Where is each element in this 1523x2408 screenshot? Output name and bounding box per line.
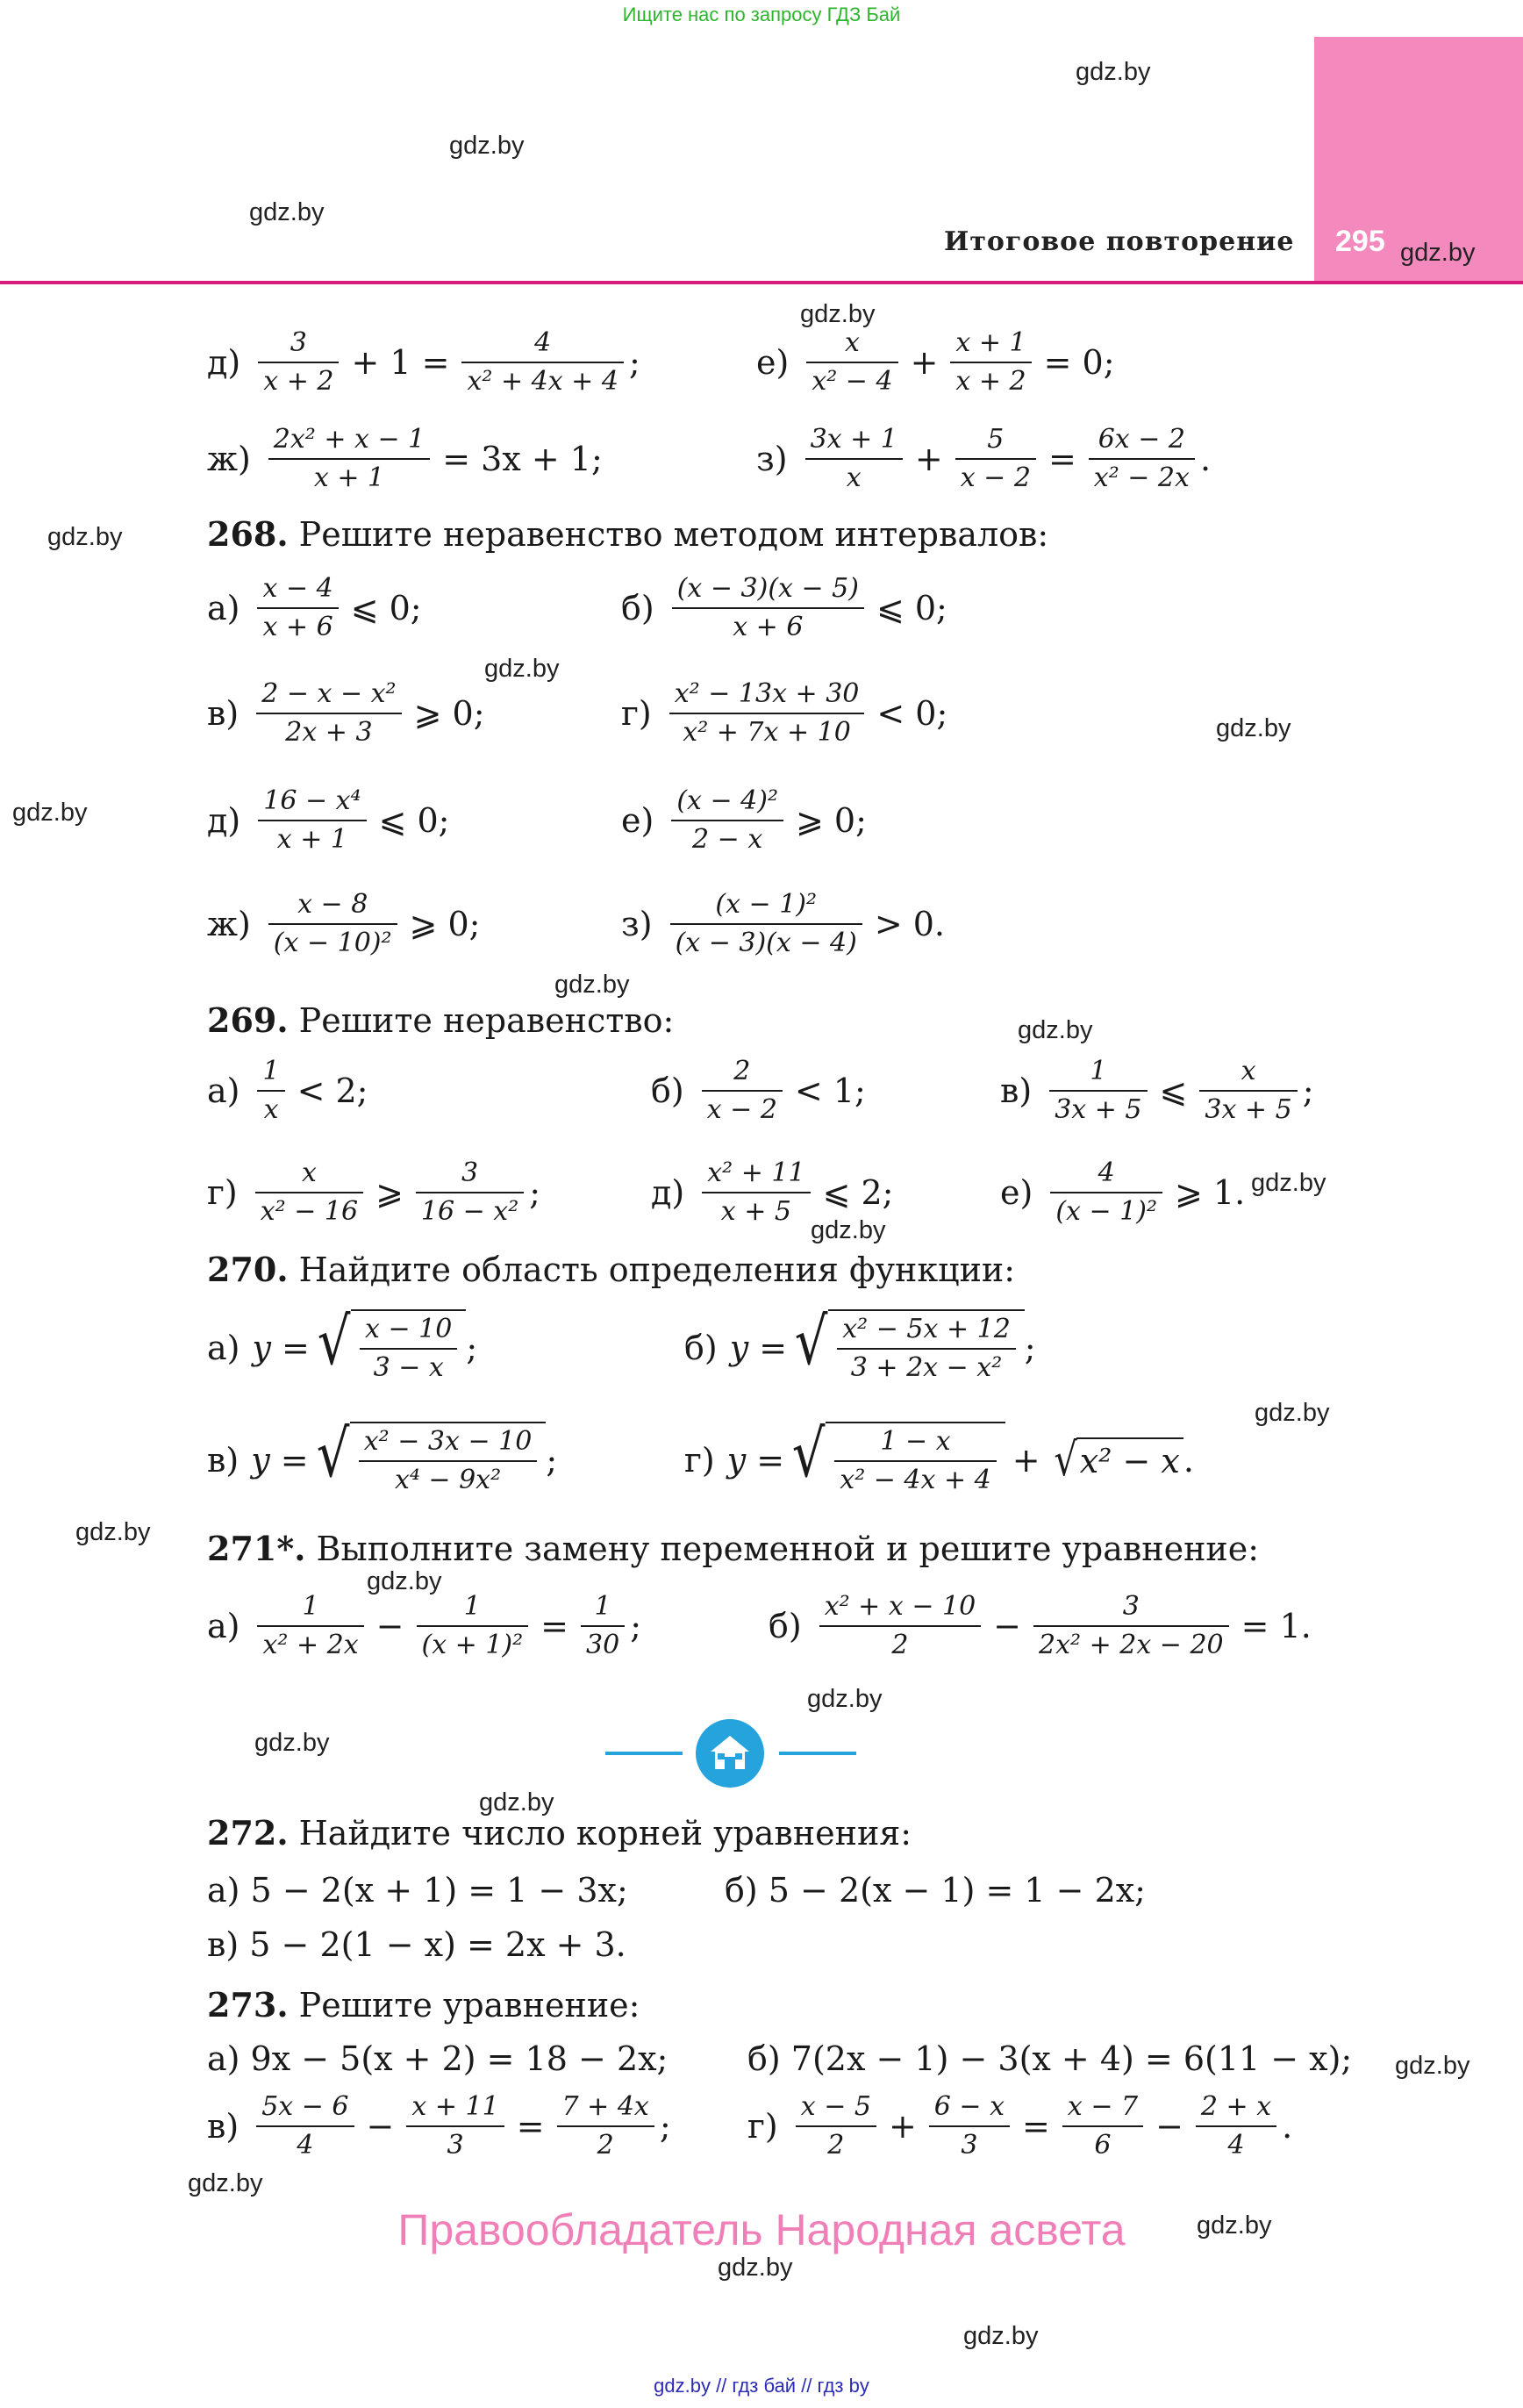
problem-270-a: а) y = √ $\frac{x - 10}{3 - x}$ ;	[207, 1309, 477, 1387]
problem-271-a: а) $\frac{1}{\text{x² + 2x}}$ − $\frac{1}{\text{(x + 1)²}}$ = $\frac{1}{30}$ ;	[207, 1591, 641, 1660]
watermark: gdz.by	[367, 1567, 442, 1595]
watermark: gdz.by	[963, 2322, 1039, 2350]
problem-269-title: 269. Решите неравенство:	[207, 1000, 675, 1040]
watermark: gdz.by	[1400, 239, 1476, 267]
watermark: gdz.by	[254, 1729, 330, 1757]
watermark: gdz.by	[1076, 58, 1151, 86]
problem-273-a: а) 9x − 5(x + 2) = 18 − 2x;	[207, 2039, 669, 2078]
watermark: gdz.by	[1018, 1016, 1093, 1044]
problem-268-z: з) $\frac{\text{(x − 1)²}}{(x - 3)(x - 4)}$ > 0.	[621, 889, 945, 958]
watermark: gdz.by	[1395, 2052, 1470, 2080]
watermark: gdz.by	[188, 2169, 263, 2197]
header-rule	[0, 281, 1523, 284]
problem-268-d: д) $\frac{\text{16 − x⁴}}{x + 1}$ ⩽ 0;	[207, 785, 450, 855]
problem-268-title: 268. Решите неравенство методом интервалов:	[207, 514, 1049, 554]
problem-269-v: в) $\frac{1}{3x + 5}$ ⩽ $\frac{x}{3x + 5}$ ;	[1000, 1056, 1314, 1125]
equation-e: е) $\frac{x}{\text{x² − 4}}$ + $\frac{x + 1}{x + 2}$ = 0;	[756, 327, 1115, 397]
problem-273-v: в) $\frac{5x - 6}{4}$ − $\frac{x + 11}{3}$ = $\frac{7 + 4x}{2}$ ;	[207, 2091, 671, 2161]
home-icon	[695, 1718, 765, 1788]
problem-271-title: 271*. Выполните замену переменной и решите уравнение:	[207, 1529, 1260, 1568]
watermark: gdz.by	[554, 971, 630, 999]
problem-272-a: а) 5 − 2(x + 1) = 1 − 3x;	[207, 1871, 628, 1910]
problem-270-title: 270. Найдите область определения функции:	[207, 1250, 1016, 1289]
problem-273-b: б) 7(2x − 1) − 3(x + 4) = 6(11 − x);	[747, 2039, 1353, 2078]
watermark: gdz.by	[449, 132, 525, 160]
problem-272-v: в) 5 − 2(1 − x) = 2x + 3.	[207, 1925, 626, 1964]
watermark: gdz.by	[1216, 714, 1291, 742]
problem-272-title: 272. Найдите число корней уравнения:	[207, 1813, 912, 1853]
watermark: gdz.by	[47, 523, 123, 551]
watermark: gdz.by	[12, 799, 88, 827]
divider-right	[779, 1752, 856, 1755]
problem-273-g: г) $\frac{x - 5}{2}$ + $\frac{6 - x}{3}$ = $\frac{x - 7}{6}$ − $\frac{2 + x}{4}$ .	[747, 2091, 1293, 2161]
problem-271-b: б) $\frac{\text{x² + x − 10}}{2}$ − $\frac{3}{\text{2x² + 2x − 20}}$ = 1.	[769, 1591, 1312, 1660]
watermark: gdz.by	[249, 198, 325, 226]
problem-268-zh: ж) $\frac{x - 8}{\text{(x − 10)²}}$ ⩾ 0;	[207, 889, 481, 958]
problem-269-g: г) $\frac{x}{\text{x² − 16}}$ ⩾ $\frac{3}{\text{16 − x²}}$ ;	[207, 1157, 541, 1227]
problem-270-v: в) y = √ $\frac{\text{x² − 3x − 10}}{\text{x⁴ − 9x²}}$ ;	[207, 1422, 557, 1499]
problem-269-e: е) $\frac{4}{\text{(x − 1)²}}$ ⩾ 1.	[1000, 1157, 1246, 1227]
problem-268-g: г) $\frac{\text{x² − 13x + 30}}{\text{x² + 7x + 10}}$ < 0;	[621, 678, 948, 748]
problem-268-v: в) $\frac{\text{2 − x − x²}}{2x + 3}$ ⩾ 0;	[207, 678, 485, 748]
watermark: gdz.by	[811, 1216, 886, 1244]
watermark: gdz.by	[807, 1685, 883, 1713]
equation-zh: ж) $\frac{\text{2x² + x − 1}}{x + 1}$ = 3x + 1;	[207, 424, 603, 493]
page-number: 295	[1335, 225, 1385, 258]
watermark: gdz.by	[75, 1518, 151, 1546]
watermark: gdz.by	[800, 300, 876, 328]
problem-269-b: б) $\frac{2}{x - 2}$ < 1;	[651, 1056, 866, 1125]
problem-270-g: г) y = √ $\frac{1 - x}{\text{x² − 4x + 4}}$ + √ x² − x .	[684, 1422, 1194, 1499]
problem-268-b: б) $\frac{(x - 3)(x - 5)}{x + 6}$ ⩽ 0;	[621, 573, 947, 642]
watermark: gdz.by	[1197, 2211, 1272, 2240]
watermark: gdz.by	[479, 1788, 554, 1817]
watermark: gdz.by	[484, 655, 560, 683]
watermark: gdz.by	[1255, 1399, 1330, 1427]
watermark: gdz.by	[718, 2254, 793, 2282]
watermark: gdz.by	[1251, 1169, 1326, 1197]
problem-268-e: е) $\frac{\text{(x − 4)²}}{2 - x}$ ⩾ 0;	[621, 785, 867, 855]
problem-270-b: б) y = √ $\frac{\text{x² − 5x + 12}}{\text{3 + 2x − x²}}$ ;	[684, 1309, 1036, 1387]
search-note: Ищите нас по запросу ГДЗ Бай	[622, 4, 901, 25]
equation-z: з) $\frac{3x + 1}{x}$ + $\frac{5}{x - 2}$ = $\frac{6x - 2}{\text{x² − 2x}}$ .	[756, 424, 1212, 493]
problem-268-a: а) $\frac{x - 4}{x + 6}$ ⩽ 0;	[207, 573, 422, 642]
copyright-note: Правообладатель Народная асвета	[397, 2205, 1126, 2254]
problem-269-a: а) $\frac{1}{x}$ < 2;	[207, 1056, 368, 1125]
problem-273-title: 273. Решите уравнение:	[207, 1985, 640, 2025]
problem-269-d: д) $\frac{\text{x² + 11}}{x + 5}$ ⩽ 2;	[651, 1157, 894, 1227]
equation-d: д) $\frac{3}{x + 2}$ + 1 = $\frac{4}{\text{x² + 4x + 4}}$ ;	[207, 327, 640, 397]
footer-links[interactable]: gdz.by // гдз бай // гдз by	[654, 2375, 869, 2397]
problem-272-b: б) 5 − 2(x − 1) = 1 − 2x;	[725, 1871, 1146, 1910]
section-header: Итоговое повторение	[944, 226, 1295, 257]
divider-left	[605, 1752, 683, 1755]
